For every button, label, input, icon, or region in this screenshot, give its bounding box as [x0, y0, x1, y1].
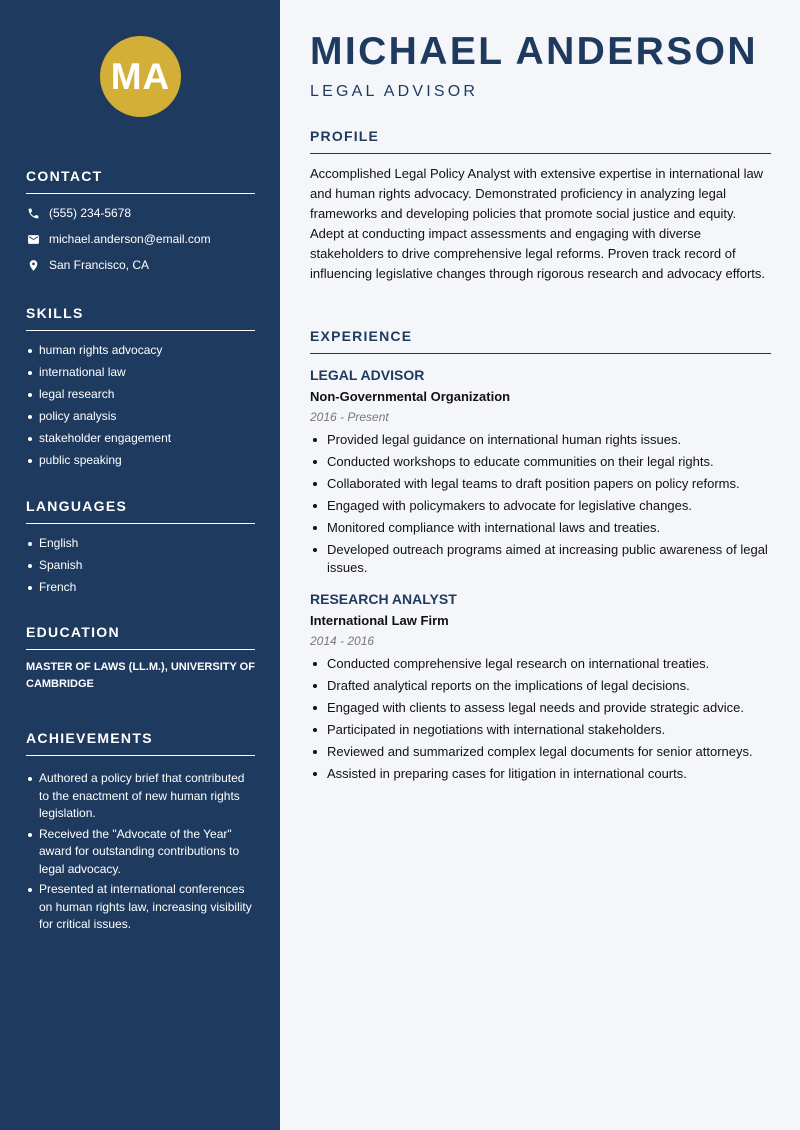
list-item: Reviewed and summarized complex legal documents for senior attorneys.: [310, 743, 771, 761]
list-item: Participated in negotiations with international stakeholders.: [310, 721, 771, 739]
sidebar: [0, 0, 280, 1130]
languages-heading: LANGUAGES: [26, 498, 255, 524]
list-item: Conducted workshops to educate communities on their legal rights.: [310, 453, 771, 471]
education-heading: EDUCATION: [26, 624, 255, 650]
contact-phone-text: (555) 234-5678: [49, 206, 132, 220]
email-icon: [26, 232, 40, 246]
profile-section: [310, 128, 771, 284]
contact-phone: [26, 200, 255, 226]
contact-email-text: michael.anderson@email.com: [49, 232, 211, 246]
skills-section: [26, 305, 255, 471]
job-dates: 2014 - 2016: [310, 634, 375, 648]
list-item: Presented at international conferences on human rights law, increasing visibility for critical issues.: [26, 881, 255, 934]
list-item: Spanish: [26, 554, 255, 576]
list-item: Monitored compliance with international laws and treaties.: [310, 519, 771, 537]
list-item: Authored a policy brief that contributed to the enactment of new human rights legislation.: [26, 770, 255, 823]
list-item: Received the "Advocate of the Year" award for outstanding contributions to legal advocacy.: [26, 826, 255, 879]
list-item: Engaged with clients to assess legal needs and provide strategic advice.: [310, 699, 771, 717]
contact-heading: CONTACT: [26, 168, 255, 194]
list-item: stakeholder engagement: [26, 427, 255, 449]
phone-icon: [26, 206, 40, 220]
job-entry: [310, 591, 771, 783]
job-bullets: [310, 655, 771, 783]
list-item: Conducted comprehensive legal research on international treaties.: [310, 655, 771, 673]
list-item: international law: [26, 361, 255, 383]
list-item: Engaged with policymakers to advocate for legislative changes.: [310, 497, 771, 515]
skills-list: [26, 339, 255, 471]
education-degree: MASTER OF LAWS (LL.M.), UNIVERSITY OF CAMBRIDGE: [26, 661, 255, 690]
list-item: Developed outreach programs aimed at increasing public awareness of legal issues.: [310, 541, 771, 577]
languages-section: [26, 498, 255, 598]
contact-location: [26, 252, 255, 278]
list-item: French: [26, 576, 255, 598]
job-company: Non-Governmental Organization: [310, 389, 511, 404]
list-item: Provided legal guidance on international human rights issues.: [310, 431, 771, 449]
achievements-heading: ACHIEVEMENTS: [26, 730, 255, 756]
job-dates: 2016 - Present: [310, 410, 389, 424]
experience-section: [310, 328, 771, 787]
profile-heading: PROFILE: [310, 128, 771, 154]
location-pin-icon: [26, 258, 40, 272]
list-item: policy analysis: [26, 405, 255, 427]
achievements-section: [26, 730, 255, 937]
profile-text: Accomplished Legal Policy Analyst with extensive expertise in international law and human rights advocacy. Demonstrated proficiency in analyzing legal frameworks and developing policies that promote social justice and equity. Adept at conducting impact assessments and engaging with diverse stakeholders to drive comprehensive legal reforms. Proven track record of influencing legislative changes through rigorous research and advocacy efforts.: [310, 166, 766, 281]
job-entry: [310, 367, 771, 577]
job-role-subtitle: LEGAL ADVISOR: [310, 83, 479, 100]
list-item: Collaborated with legal teams to draft position papers on policy reforms.: [310, 475, 771, 493]
list-item: Assisted in preparing cases for litigation in international courts.: [310, 765, 771, 783]
list-item: public speaking: [26, 449, 255, 471]
experience-heading: EXPERIENCE: [310, 328, 771, 354]
contact-email: [26, 226, 255, 252]
contact-location-text: San Francisco, CA: [49, 258, 150, 272]
skills-heading: SKILLS: [26, 305, 255, 331]
languages-list: [26, 532, 255, 598]
education-section: [26, 624, 255, 693]
job-company: International Law Firm: [310, 613, 449, 628]
list-item: legal research: [26, 383, 255, 405]
list-item: English: [26, 532, 255, 554]
job-title: LEGAL ADVISOR: [310, 367, 425, 383]
job-bullets: [310, 431, 771, 577]
list-item: Drafted analytical reports on the implications of legal decisions.: [310, 677, 771, 695]
achievements-list: [26, 770, 255, 934]
avatar: MA: [100, 36, 181, 117]
page-title: MICHAEL ANDERSON: [310, 30, 758, 73]
job-title: RESEARCH ANALYST: [310, 591, 457, 607]
contact-section: [26, 168, 255, 278]
list-item: human rights advocacy: [26, 339, 255, 361]
